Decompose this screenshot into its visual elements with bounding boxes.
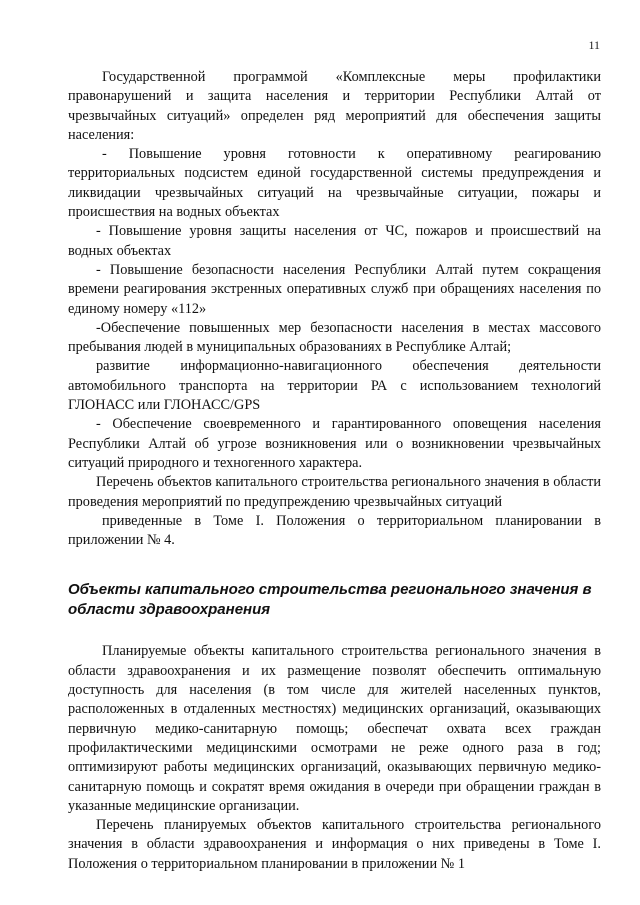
list-item: - Повышение безопасности населения Республики Алтай путем сокращения времени реагирования экстренных оперативных служб при обращениях населения по единому номеру «112»	[68, 261, 601, 317]
paragraph: Перечень планируемых объектов капитального строительства регионального значения в области здравоохранения и информация о них приведены в Томе I. Положения о территориальном планировании в приложении № 1	[68, 817, 601, 872]
list-item: - Повышение уровня защиты населения от ЧС, пожаров и происшествий на водных объектах	[68, 223, 601, 259]
section-heading: Объекты капитального строительства регионального значения в области здравоохранения	[68, 581, 592, 619]
paragraph: Государственной программой «Комплексные меры профилактики правонарушений и защита населения и территории Республики Алтай от чрезвычайных ситуаций» определен ряд мероприятий для обеспечения защиты населения:	[68, 69, 601, 143]
list-item: -Обеспечение повышенных мер безопасности населения в местах массового пребывания людей в муниципальных образованиях в Республике Алтай;	[68, 319, 601, 356]
list-item: развитие информационно-навигационного обеспечения деятельности автомобильного транспорта на территории РА с использованием технологий ГЛОНАСС или ГЛОНАСС/GPS	[68, 358, 601, 414]
list-item: - Обеспечение своевременного и гарантированного оповещения населения Республики Алтай об угрозе возникновения или о возникновении чрезвычайных ситуаций природного и техногенного характера.	[68, 416, 601, 471]
list-item: - Повышение уровня готовности к оперативному реагированию территориальных подсистем единой государственной системы предупреждения и ликвидации чрезвычайных ситуаций на чрезвычайные ситуации, пожары и происшествия на водных объектах	[68, 146, 601, 221]
paragraph: приведенные в Томе I. Положения о территориальном планировании в приложении № 4.	[68, 512, 601, 549]
paragraph: Перечень объектов капитального строительства регионального значения в области проведения мероприятий по предупреждению чрезвычайных ситуаций	[68, 474, 601, 510]
paragraph: Планируемые объекты капитального строительства регионального значения в области здравоохранения и их размещение позволят обеспечить оптимальную доступность для населения (в том числе для жителей населенных пунктов, расположенных в отдаленных местностях) медицинских организаций, оказывающих первичную медико-санитарную помощь; обеспечат охвата всех граждан профилактическими медицинскими осмотрами не реже одного раза в год; оптимизируют работы медицинских организаций, оказывающих первичную медико-санитарную помощь и сократят время ожидания в очереди при обращении граждан в указанные медицинские организации.	[68, 643, 601, 814]
page-number: 11	[588, 38, 600, 52]
page-content	[68, 68, 601, 874]
